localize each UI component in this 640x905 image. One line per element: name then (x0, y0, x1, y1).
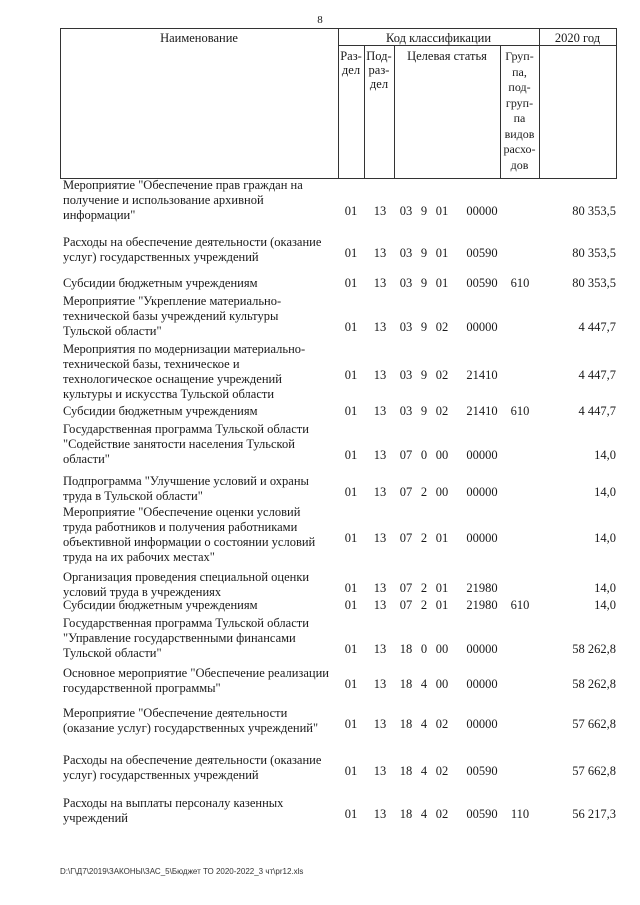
row-name-line: технологическое оснащение учреждений (63, 372, 282, 386)
row-name (63, 505, 333, 565)
row-amount: 4 447,7 (578, 320, 616, 334)
table-row (0, 404, 640, 419)
row-name (63, 294, 333, 339)
row-target-event: 01 (435, 204, 449, 218)
row-target-subprogram: 9 (420, 276, 428, 290)
table-row (0, 753, 640, 783)
header-vid (500, 49, 539, 173)
table-row (0, 598, 640, 613)
row-razdel: 01 (344, 598, 358, 612)
row-razdel: 01 (344, 807, 358, 821)
table-row (0, 276, 640, 291)
row-target-direction: 00000 (466, 204, 498, 218)
row-expense-type: 610 (510, 598, 530, 612)
row-razdel: 01 (344, 276, 358, 290)
table-row (0, 342, 640, 402)
row-podrazdel: 13 (373, 204, 387, 218)
row-target-program: 03 (399, 368, 413, 382)
row-target-direction: 00000 (466, 642, 498, 656)
header-name: Наименование (160, 31, 238, 45)
row-name-line: Мероприятие "Обеспечение оценки условий (63, 505, 301, 519)
row-target-direction: 21410 (466, 368, 498, 382)
row-amount: 14,0 (594, 598, 616, 612)
row-razdel: 01 (344, 246, 358, 260)
row-name-line: Расходы на обеспечение деятельности (оказание (63, 235, 322, 249)
header-razdel-line: дел (341, 63, 361, 77)
row-target-program: 18 (399, 764, 413, 778)
row-podrazdel: 13 (373, 642, 387, 656)
row-target-event: 00 (435, 485, 449, 499)
row-podrazdel: 13 (373, 448, 387, 462)
header-podrazdel-line: Под- (366, 49, 392, 63)
row-amount: 14,0 (594, 448, 616, 462)
table-row (0, 474, 640, 504)
page-number: 8 (317, 14, 323, 26)
header-vid-line: расхо- (503, 142, 536, 156)
row-amount: 14,0 (594, 581, 616, 595)
row-name (63, 570, 333, 600)
row-podrazdel: 13 (373, 404, 387, 418)
table-row (0, 505, 640, 565)
row-target-program: 07 (399, 531, 413, 545)
row-name-line: Субсидии бюджетным учреждениям (63, 276, 258, 290)
row-podrazdel: 13 (373, 485, 387, 499)
row-name (63, 598, 333, 613)
row-target-direction: 00000 (466, 448, 498, 462)
row-target-program: 07 (399, 581, 413, 595)
row-razdel: 01 (344, 531, 358, 545)
header-border-left (60, 28, 61, 178)
row-target-direction: 00000 (466, 531, 498, 545)
row-target-event: 01 (435, 598, 449, 612)
row-target-event: 00 (435, 677, 449, 691)
header-year: 2020 год (554, 31, 601, 45)
header-vid-line: па (513, 111, 526, 125)
row-target-direction: 21980 (466, 598, 498, 612)
row-target-direction: 00000 (466, 677, 498, 691)
row-target-program: 03 (399, 246, 413, 260)
row-razdel: 01 (344, 642, 358, 656)
row-target-subprogram: 2 (420, 531, 428, 545)
row-name-line: условий труда в учреждениях (63, 585, 222, 599)
row-target-event: 01 (435, 581, 449, 595)
row-razdel: 01 (344, 717, 358, 731)
row-target-program: 18 (399, 717, 413, 731)
row-target-subprogram: 2 (420, 598, 428, 612)
header-target: Целевая статья (407, 49, 487, 63)
row-razdel: 01 (344, 677, 358, 691)
row-expense-type: 610 (510, 404, 530, 418)
row-razdel: 01 (344, 204, 358, 218)
row-name-line: Организация проведения специальной оценки (63, 570, 310, 584)
row-target-subprogram: 4 (420, 717, 428, 731)
row-target-subprogram: 9 (420, 404, 428, 418)
row-target-subprogram: 9 (420, 246, 428, 260)
header-vid-line: под- (508, 80, 531, 94)
row-podrazdel: 13 (373, 246, 387, 260)
row-amount: 80 353,5 (572, 246, 616, 260)
row-target-direction: 00590 (466, 764, 498, 778)
row-razdel: 01 (344, 448, 358, 462)
footer-file-path: D:\Г\Д7\2019\ЗАКОНЫ\ЗАС_5\Бюджет ТО 2020-2022_3 чт\pr12.xls (60, 867, 304, 876)
row-name (63, 276, 333, 291)
row-name-line: государственной программы" (63, 681, 221, 695)
row-name-line: Субсидии бюджетным учреждениям (63, 598, 258, 612)
row-amount: 58 262,8 (572, 677, 616, 691)
row-target-event: 02 (435, 764, 449, 778)
row-podrazdel: 13 (373, 276, 387, 290)
row-target-subprogram: 0 (420, 448, 428, 462)
row-podrazdel: 13 (373, 531, 387, 545)
row-name-line: труда на их рабочих местах" (63, 550, 215, 564)
row-amount: 14,0 (594, 531, 616, 545)
row-name-line: Подпрограмма "Улучшение условий и охраны (63, 474, 309, 488)
row-target-event: 01 (435, 531, 449, 545)
header-vid-line: па, (512, 64, 527, 79)
row-target-event: 02 (435, 404, 449, 418)
table-header (60, 28, 617, 178)
row-razdel: 01 (344, 581, 358, 595)
row-target-program: 03 (399, 320, 413, 334)
table-row (0, 570, 640, 600)
row-target-subprogram: 9 (420, 204, 428, 218)
header-podrazdel-line: дел (369, 77, 389, 91)
row-target-subprogram: 2 (420, 581, 428, 595)
row-target-program: 18 (399, 677, 413, 691)
row-name-line: Расходы на выплаты персоналу казенных (63, 796, 284, 810)
row-target-subprogram: 4 (420, 764, 428, 778)
row-podrazdel: 13 (373, 677, 387, 691)
row-amount: 57 662,8 (572, 764, 616, 778)
row-target-direction: 00590 (466, 276, 498, 290)
row-name-line: (оказание услуг) государственных учреждений" (63, 721, 319, 735)
row-target-event: 00 (435, 448, 449, 462)
row-name-line: Основное мероприятие "Обеспечение реализации (63, 666, 329, 680)
row-name (63, 342, 333, 402)
header-vid-line: Груп- (505, 49, 534, 63)
row-amount: 56 217,3 (572, 807, 616, 821)
row-target-direction: 00000 (466, 717, 498, 731)
row-podrazdel: 13 (373, 598, 387, 612)
table-row (0, 666, 640, 696)
header-vid-line: груп- (505, 95, 534, 110)
row-razdel: 01 (344, 485, 358, 499)
row-name (63, 404, 333, 419)
row-amount: 58 262,8 (572, 642, 616, 656)
row-target-direction: 00590 (466, 246, 498, 260)
row-target-direction: 00590 (466, 807, 498, 821)
row-name (63, 706, 333, 736)
row-target-direction: 00000 (466, 485, 498, 499)
row-target-direction: 21980 (466, 581, 498, 595)
header-razdel (338, 49, 364, 77)
row-razdel: 01 (344, 320, 358, 334)
row-amount: 57 662,8 (572, 717, 616, 731)
row-podrazdel: 13 (373, 320, 387, 334)
row-target-program: 07 (399, 485, 413, 499)
row-name (63, 616, 333, 661)
table-row (0, 706, 640, 736)
row-target-program: 07 (399, 448, 413, 462)
table-row (0, 422, 640, 467)
row-target-program: 07 (399, 598, 413, 612)
row-name-line: Мероприятие "Укрепление материально- (63, 294, 282, 308)
row-name-line: Государственная программа Тульской области (63, 422, 309, 436)
row-name (63, 235, 333, 265)
row-name-line: Расходы на обеспечение деятельности (оказание (63, 753, 322, 767)
row-name-line: "Содействие занятости населения Тульской (63, 437, 295, 451)
row-name-line: получение и использование архивной (63, 193, 264, 207)
row-name-line: культуры и искусства Тульской области (63, 387, 275, 401)
row-amount: 80 353,5 (572, 276, 616, 290)
row-razdel: 01 (344, 368, 358, 382)
table-row (0, 796, 640, 826)
row-name-line: Мероприятие "Обеспечение прав граждан на (63, 178, 303, 192)
row-name-line: услуг) государственных учреждений (63, 768, 259, 782)
header-podrazdel-line: раз- (368, 63, 390, 77)
row-target-event: 02 (435, 368, 449, 382)
header-razdel-line: Раз- (340, 49, 362, 63)
row-target-event: 01 (435, 276, 449, 290)
header-vid-line: видов (504, 126, 535, 141)
row-name-line: технической базы, техническое и (63, 357, 240, 371)
row-expense-type: 110 (510, 807, 530, 821)
row-target-subprogram: 9 (420, 320, 428, 334)
row-target-program: 03 (399, 204, 413, 218)
row-podrazdel: 13 (373, 368, 387, 382)
row-name (63, 422, 333, 467)
row-target-event: 00 (435, 642, 449, 656)
row-amount: 4 447,7 (578, 404, 616, 418)
row-name-line: Тульской области" (63, 324, 162, 338)
row-name-line: Мероприятия по модернизации материально- (63, 342, 306, 356)
row-name (63, 796, 333, 826)
header-border-year (539, 28, 540, 178)
row-name-line: Тульской области" (63, 646, 162, 660)
row-amount: 14,0 (594, 485, 616, 499)
row-target-subprogram: 4 (420, 807, 428, 821)
row-target-event: 01 (435, 246, 449, 260)
row-razdel: 01 (344, 764, 358, 778)
row-name-line: "Управление государственными финансами (63, 631, 296, 645)
row-target-program: 03 (399, 276, 413, 290)
row-name (63, 474, 333, 504)
header-vid-line: дов (510, 157, 529, 172)
header-code-divider (338, 45, 617, 46)
row-target-direction: 00000 (466, 320, 498, 334)
row-name (63, 666, 333, 696)
row-amount: 4 447,7 (578, 368, 616, 382)
header-podrazdel (364, 49, 394, 91)
row-expense-type: 610 (510, 276, 530, 290)
row-amount: 80 353,5 (572, 204, 616, 218)
table-row (0, 235, 640, 265)
row-target-event: 02 (435, 807, 449, 821)
row-target-subprogram: 4 (420, 677, 428, 691)
row-podrazdel: 13 (373, 807, 387, 821)
row-name-line: информации" (63, 208, 136, 222)
header-border-right (616, 28, 617, 178)
row-name-line: области" (63, 452, 110, 466)
table-row (0, 294, 640, 339)
row-target-program: 18 (399, 807, 413, 821)
row-target-direction: 21410 (466, 404, 498, 418)
row-name-line: объективной информации о состоянии условий (63, 535, 316, 549)
row-name-line: Государственная программа Тульской области (63, 616, 309, 630)
table-row (0, 616, 640, 661)
row-target-event: 02 (435, 320, 449, 334)
row-name-line: Субсидии бюджетным учреждениям (63, 404, 258, 418)
row-target-program: 03 (399, 404, 413, 418)
row-name-line: услуг) государственных учреждений (63, 250, 259, 264)
row-razdel: 01 (344, 404, 358, 418)
header-border-target (394, 45, 395, 178)
row-name-line: труда работников и получения работниками (63, 520, 298, 534)
row-target-program: 18 (399, 642, 413, 656)
row-target-subprogram: 2 (420, 485, 428, 499)
row-target-subprogram: 9 (420, 368, 428, 382)
row-podrazdel: 13 (373, 717, 387, 731)
table-row (0, 178, 640, 223)
row-name-line: Мероприятие "Обеспечение деятельности (63, 706, 288, 720)
row-name (63, 178, 333, 223)
row-name-line: труда в Тульской области" (63, 489, 203, 503)
row-podrazdel: 13 (373, 581, 387, 595)
row-name-line: технической базы учреждений культуры (63, 309, 279, 323)
row-name (63, 753, 333, 783)
row-podrazdel: 13 (373, 764, 387, 778)
row-target-subprogram: 0 (420, 642, 428, 656)
row-name-line: учреждений (63, 811, 128, 825)
header-code: Код классификации (385, 31, 492, 45)
row-target-event: 02 (435, 717, 449, 731)
